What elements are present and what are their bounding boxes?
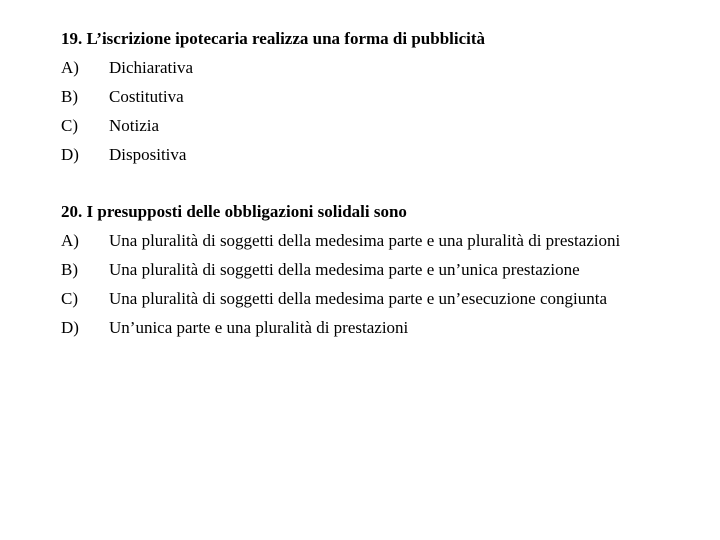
- option-text: Costitutiva: [109, 87, 184, 106]
- option-text: Notizia: [109, 116, 160, 135]
- option-c: [61, 284, 661, 313]
- option-letter: D): [61, 145, 79, 164]
- option-text: Dichiarativa: [109, 58, 194, 77]
- document-page: [61, 24, 661, 342]
- option-letter: C): [61, 289, 78, 308]
- question-19: [61, 24, 661, 169]
- option-b: [61, 255, 661, 284]
- question-text: 20. I presupposti delle obbligazioni solidali sono: [61, 202, 407, 221]
- option-d: [61, 313, 661, 342]
- option-d: [61, 140, 661, 169]
- option-text: Una pluralità di soggetti della medesima parte e un’unica prestazione: [109, 260, 580, 279]
- option-c: [61, 111, 661, 140]
- option-a: [61, 226, 661, 255]
- option-text: Una pluralità di soggetti della medesima parte e un’esecuzione congiunta: [109, 289, 608, 308]
- option-letter: B): [61, 260, 78, 279]
- option-letter: A): [61, 58, 79, 77]
- question-20: [61, 197, 661, 342]
- option-b: [61, 82, 661, 111]
- option-letter: C): [61, 116, 78, 135]
- option-text: Una pluralità di soggetti della medesima parte e una pluralità di prestazioni: [109, 231, 621, 250]
- option-text: Dispositiva: [109, 145, 187, 164]
- option-letter: A): [61, 231, 79, 250]
- option-letter: B): [61, 87, 78, 106]
- option-text: Un’unica parte e una pluralità di prestazioni: [109, 318, 409, 337]
- option-letter: D): [61, 318, 79, 337]
- option-a: [61, 53, 661, 82]
- question-text: 19. L’iscrizione ipotecaria realizza una forma di pubblicità: [61, 29, 486, 48]
